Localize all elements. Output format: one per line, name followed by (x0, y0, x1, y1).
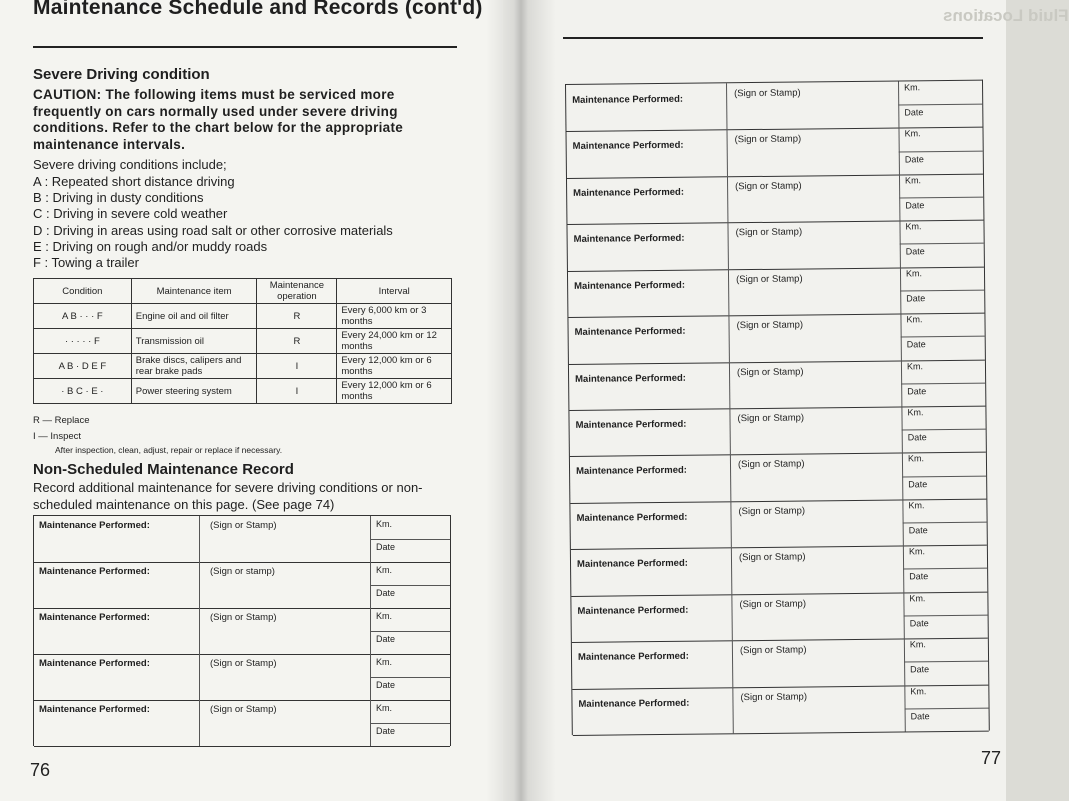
condition-item: F : Towing a trailer (33, 255, 139, 271)
record-row (568, 313, 984, 365)
cell-divider (567, 176, 728, 224)
date-label: Date (905, 246, 925, 257)
record-label: Maintenance Performed: (577, 604, 689, 617)
page-number: 77 (981, 748, 1002, 768)
record-label: Maintenance Performed: (39, 658, 150, 669)
km-label: Km. (904, 82, 921, 93)
cell-divider (569, 362, 730, 410)
date-label: Date (376, 680, 396, 690)
record-row (568, 266, 984, 318)
record-row (569, 359, 985, 411)
cell-divider (727, 174, 900, 222)
date-label: Date (907, 385, 927, 397)
table-header-row (34, 279, 452, 304)
col-header-operation: Maintenance operation (257, 279, 337, 304)
cell-condition: A B · · · F (34, 304, 132, 329)
date-label: Date (908, 525, 928, 536)
km-label: Km. (906, 314, 923, 325)
col-header-condition: Condition (34, 279, 132, 304)
table-row (34, 354, 452, 379)
cell-divider (726, 128, 899, 176)
cell-condition: A B · D E F (34, 354, 132, 379)
record-row (566, 127, 982, 179)
sign-or-stamp: (Sign or Stamp) (735, 226, 803, 239)
km-date-divider (370, 539, 450, 540)
cell-divider (34, 654, 200, 700)
page-title: Maintenance Schedule and Records (cont'd) (33, 0, 483, 19)
cell-divider (570, 501, 731, 549)
record-row (34, 516, 450, 563)
km-label: Km. (376, 657, 393, 667)
cell-divider (730, 499, 903, 547)
cell-item: Power steering system (131, 379, 257, 404)
date-label: Date (376, 542, 396, 552)
km-label: Km. (905, 221, 922, 232)
km-label: Km. (904, 175, 922, 186)
date-label: Date (905, 200, 925, 211)
right-page (503, 0, 1069, 801)
record-label: Maintenance Performed: (578, 697, 690, 710)
cell-divider (569, 408, 730, 456)
cell-interval: Every 12,000 km or 6 months (337, 379, 452, 404)
record-row (34, 700, 450, 747)
sign-or-stamp: (Sign or Stamp) (740, 691, 808, 703)
date-label: Date (376, 588, 396, 598)
cell-divider (570, 455, 731, 503)
km-date-divider (901, 382, 985, 384)
record-label: Maintenance Performed: (39, 520, 150, 531)
record-label: Maintenance Performed: (39, 612, 150, 623)
km-label: Km. (376, 703, 393, 713)
cell-divider (199, 700, 371, 746)
cell-divider (572, 640, 733, 688)
nonscheduled-heading: Non-Scheduled Maintenance Record (33, 461, 294, 478)
condition-item: C : Driving in severe cold weather (33, 206, 228, 222)
km-label: Km. (908, 500, 925, 511)
severe-schedule-table (33, 278, 452, 404)
record-row (572, 638, 988, 690)
sign-or-stamp: (Sign or Stamp) (734, 87, 801, 100)
date-label: Date (904, 107, 924, 118)
km-date-divider (905, 707, 989, 709)
cell-divider (726, 82, 899, 130)
date-label: Date (909, 571, 929, 582)
km-date-divider (370, 677, 450, 678)
record-row (572, 684, 988, 736)
cell-divider (568, 315, 729, 363)
record-row (570, 452, 986, 504)
cell-divider (727, 221, 900, 269)
km-label: Km. (909, 639, 926, 650)
after-inspection-note: After inspection, clean, adjust, repair or replace if necessary. (55, 445, 283, 455)
cell-divider (199, 516, 371, 562)
cell-divider (199, 562, 371, 608)
record-row (34, 562, 450, 609)
cell-divider (566, 130, 727, 178)
sign-or-stamp: (Sign or Stamp) (210, 612, 277, 623)
cell-condition: · B C · E · (34, 379, 132, 404)
cell-divider (34, 700, 200, 746)
left-page (0, 0, 503, 801)
cell-divider (728, 267, 901, 315)
cell-divider (729, 406, 902, 454)
km-label: Km. (905, 267, 923, 279)
table-row (34, 329, 452, 354)
cell-divider (731, 546, 904, 594)
cell-interval: Every 24,000 km or 12 months (337, 329, 452, 354)
record-label: Maintenance Performed: (572, 93, 684, 106)
km-label: Km. (376, 565, 393, 575)
record-label: Maintenance Performed: (576, 511, 688, 524)
km-label: Km. (910, 685, 927, 696)
date-label: Date (909, 618, 929, 629)
cell-item: Brake discs, calipers and rear brake pads (131, 354, 257, 379)
cell-divider (568, 269, 729, 317)
caution-text: CAUTION: The following items must be serviced more frequently on cars normally used under severe driving conditions. Refer to the chart below for the appropriate maintenance intervals. (33, 87, 404, 152)
km-date-divider (898, 104, 982, 106)
record-row (567, 220, 983, 272)
cell-operation: I (257, 379, 337, 404)
cell-item: Transmission oil (131, 329, 257, 354)
km-label: Km. (909, 592, 926, 604)
page-number: 76 (30, 760, 51, 780)
km-label: Km. (906, 360, 924, 371)
nonscheduled-text: Record additional maintenance for severe driving conditions or non-scheduled maintenance on this page. (See page 74) (33, 480, 423, 512)
date-label: Date (910, 664, 930, 675)
legend (33, 413, 90, 445)
sign-or-stamp: (Sign or Stamp) (738, 505, 806, 518)
cell-divider (571, 548, 732, 596)
col-header-interval: Interval (337, 279, 452, 304)
bleed-through-heading: Fluid Locations (943, 6, 1069, 25)
cell-divider (199, 654, 371, 700)
header-rule (563, 37, 983, 39)
km-label: Km. (376, 519, 393, 529)
left-record-table (33, 515, 451, 746)
condition-item: A : Repeated short distance driving (33, 174, 235, 189)
date-label: Date (376, 726, 396, 736)
date-label: Date (906, 339, 926, 350)
cell-divider (567, 223, 728, 271)
cell-divider (571, 594, 732, 642)
km-date-divider (899, 197, 983, 199)
date-label: Date (904, 153, 924, 165)
record-row (34, 608, 450, 655)
km-date-divider (903, 568, 987, 570)
record-row (566, 81, 982, 133)
date-label: Date (376, 634, 396, 644)
cell-divider (199, 608, 371, 654)
legend-replace: R — Replace (33, 415, 90, 426)
cell-divider (731, 592, 904, 640)
cell-divider (730, 453, 903, 501)
record-row (571, 545, 987, 597)
km-date-divider (370, 631, 450, 632)
record-row (569, 406, 985, 458)
col-header-item: Maintenance item (131, 279, 257, 304)
record-row (34, 654, 450, 701)
km-date-divider (901, 336, 985, 338)
book-gutter (486, 0, 556, 801)
cell-divider (732, 639, 905, 687)
sign-or-stamp: (Sign or Stamp) (739, 598, 807, 610)
sign-or-stamp: (Sign or Stamp) (739, 644, 807, 657)
km-date-divider (904, 661, 988, 663)
record-label: Maintenance Performed: (576, 465, 687, 478)
sign-or-stamp: (Sign or Stamp) (210, 704, 277, 715)
table-row (34, 379, 452, 404)
date-label: Date (906, 293, 926, 304)
sign-or-stamp: (Sign or Stamp) (735, 273, 803, 285)
record-row (567, 173, 983, 225)
record-label: Maintenance Performed: (574, 325, 686, 339)
sign-or-stamp: (Sign or Stamp) (737, 412, 805, 425)
right-record-table (565, 80, 990, 735)
km-label: Km. (907, 407, 924, 418)
record-label: Maintenance Performed: (577, 650, 689, 664)
record-label: Maintenance Performed: (573, 233, 685, 246)
sign-or-stamp: (Sign or Stamp) (738, 551, 806, 564)
km-label: Km. (908, 546, 925, 557)
cell-interval: Every 12,000 km or 6 months (337, 354, 452, 379)
cell-divider (34, 516, 200, 562)
cell-divider (566, 83, 727, 131)
km-date-divider (904, 615, 988, 617)
cell-operation: R (257, 329, 337, 354)
km-date-divider (370, 723, 450, 724)
cell-item: Engine oil and oil filter (131, 304, 257, 329)
record-label: Maintenance Performed: (574, 279, 686, 292)
km-label: Km. (904, 128, 921, 139)
cell-operation: I (257, 354, 337, 379)
date-label: Date (907, 432, 927, 443)
severe-heading: Severe Driving condition (33, 66, 210, 83)
sign-or-stamp: (Sign or Stamp) (736, 366, 804, 378)
date-label: Date (910, 710, 930, 722)
km-label: Km. (907, 453, 925, 464)
km-date-divider (902, 475, 986, 477)
cell-operation: R (257, 304, 337, 329)
condition-item: B : Driving in dusty conditions (33, 190, 204, 206)
km-date-divider (903, 522, 987, 524)
km-date-divider (902, 429, 986, 431)
cell-divider (572, 687, 733, 735)
record-label: Maintenance Performed: (573, 186, 685, 199)
record-label: Maintenance Performed: (576, 558, 688, 571)
conditions-list (33, 174, 393, 271)
record-row (570, 498, 986, 550)
sign-or-stamp: (Sign or Stamp) (210, 520, 277, 531)
km-date-divider (370, 585, 450, 586)
date-label: Date (908, 478, 928, 490)
km-date-divider (900, 290, 984, 292)
cell-condition: · · · · · F (34, 329, 132, 354)
record-label: Maintenance Performed: (575, 372, 687, 385)
record-row (571, 591, 987, 643)
sign-or-stamp: (Sign or stamp) (210, 566, 275, 577)
cell-interval: Every 6,000 km or 3 months (337, 304, 452, 329)
sign-or-stamp: (Sign or Stamp) (736, 319, 804, 332)
cell-divider (34, 562, 200, 608)
sign-or-stamp: (Sign or Stamp) (737, 458, 805, 471)
km-date-divider (899, 150, 983, 152)
sign-or-stamp: (Sign or Stamp) (210, 658, 277, 669)
conditions-intro: Severe driving conditions include; (33, 157, 227, 172)
record-label: Maintenance Performed: (39, 704, 150, 715)
record-label: Maintenance Performed: (572, 140, 684, 153)
legend-inspect: I — Inspect (33, 431, 82, 442)
cell-divider (729, 360, 902, 408)
km-label: Km. (376, 611, 393, 621)
cell-divider (34, 608, 200, 654)
sign-or-stamp: (Sign or Stamp) (735, 180, 802, 193)
cell-divider (732, 685, 905, 733)
table-row (34, 304, 452, 329)
cell-divider (728, 314, 901, 362)
km-date-divider (900, 243, 984, 245)
sign-or-stamp: (Sign or Stamp) (734, 133, 802, 146)
condition-item: E : Driving on rough and/or muddy roads (33, 238, 268, 254)
condition-item: D : Driving in areas using road salt or other corrosive materials (33, 222, 393, 238)
title-rule (33, 46, 457, 48)
record-label: Maintenance Performed: (575, 418, 687, 431)
record-label: Maintenance Performed: (39, 566, 150, 577)
